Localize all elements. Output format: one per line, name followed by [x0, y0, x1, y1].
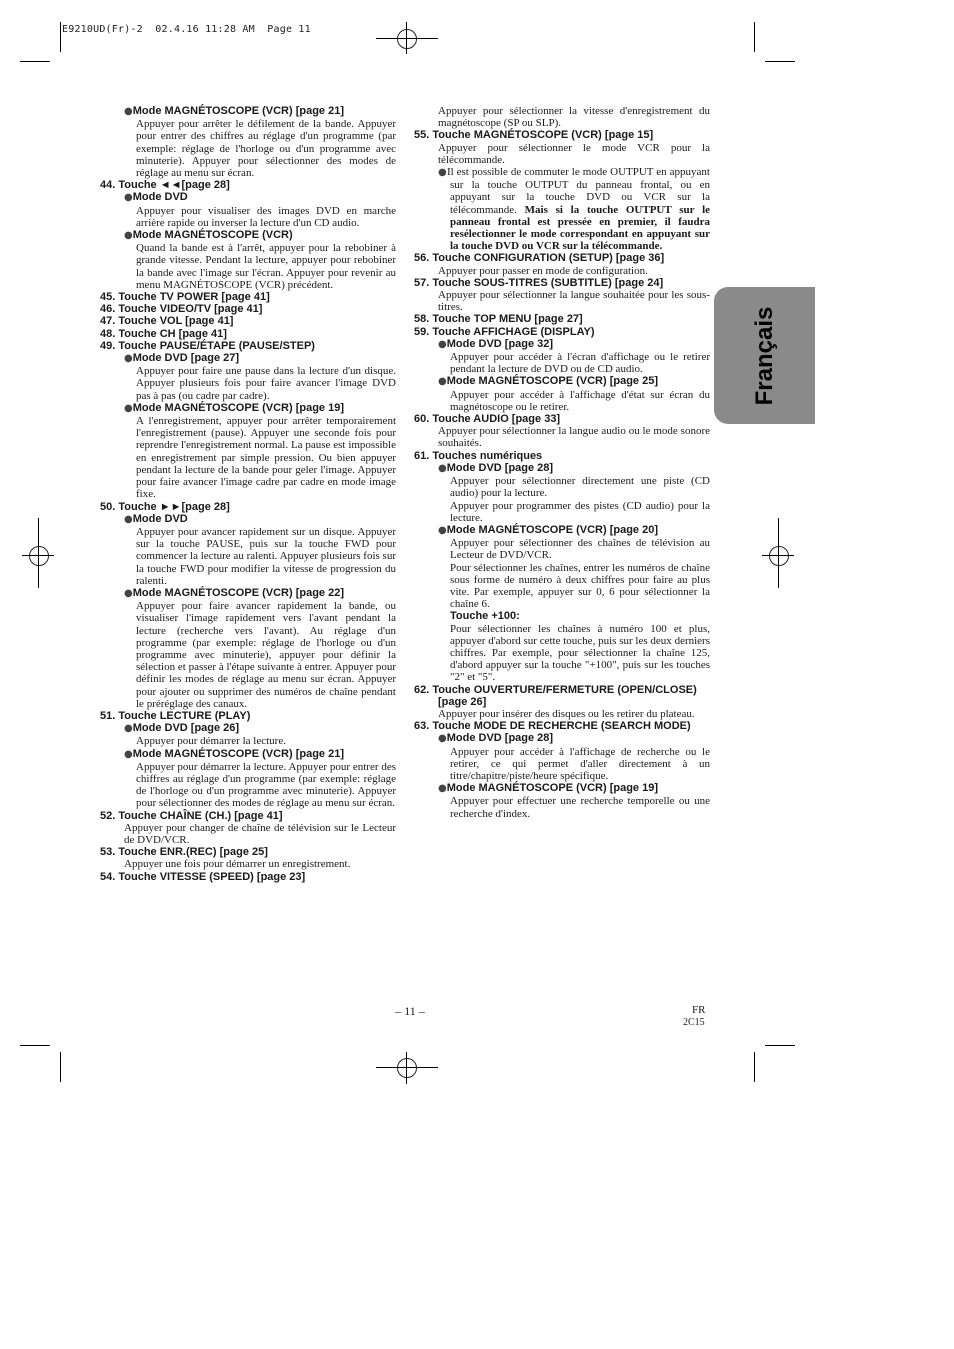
mode-description [100, 415, 396, 500]
mode-title: Mode MAGNÉTOSCOPE (VCR) [page 19] [446, 782, 658, 795]
bullet-icon: ● [124, 106, 133, 117]
mode-description [414, 351, 710, 375]
mode-heading [414, 375, 710, 388]
mode-description [100, 526, 396, 587]
bullet-icon: ● [124, 230, 133, 242]
item-title: Touche CONFIGURATION (SETUP) [page 36] [432, 252, 665, 265]
item-heading [100, 328, 396, 340]
item-heading [100, 846, 396, 858]
registration-circle-icon [29, 546, 49, 566]
description-text: Appuyer pour visualiser des images DVD en marche arrière rapide ou inverser la lecture d'un CD audio. [136, 204, 396, 229]
bullet-icon: ● [124, 723, 133, 735]
item-description [414, 105, 710, 129]
item-title: Touche VOL [page 41] [118, 315, 234, 328]
note-paragraph [414, 166, 710, 252]
description-text: Appuyer pour sélectionner la langue audio ou le mode sonore souhaités. [438, 425, 710, 450]
mode-heading [100, 229, 396, 242]
mode-description [414, 795, 710, 819]
item-description [100, 822, 396, 846]
mode-heading [414, 732, 710, 745]
description-text: Appuyer pour sélectionner le mode VCR pour la télécommande. [438, 141, 710, 166]
item-heading [414, 252, 710, 264]
item-title: Touche MODE DE RECHERCHE (SEARCH MODE) [432, 720, 691, 733]
description-text: Appuyer pour changer de chaîne de télévision sur le Lecteur de DVD/VCR. [124, 821, 396, 846]
mode-description [414, 623, 710, 684]
mode-title: Mode DVD [132, 512, 188, 525]
mode-title: Mode MAGNÉTOSCOPE (VCR) [page 22] [132, 586, 344, 599]
note-bold-text: Mais si la touche OUTPUT sur le panneau frontal est pressée en premier, il faudra resélectionner le mode correspondant en appuyant sur la touche DVD ou VCR sur la télécommande. [450, 203, 711, 253]
item-number: 56. [414, 252, 430, 265]
mode-description [100, 761, 396, 810]
description-text: Appuyer pour sélectionner directement une piste (CD audio) pour la lecture. [450, 475, 710, 500]
mode-heading [100, 513, 396, 526]
item-heading [100, 291, 396, 303]
mode-heading [100, 191, 396, 204]
item-title: Touche AUDIO [page 33] [432, 413, 561, 426]
mode-title: Mode DVD [page 32] [446, 337, 554, 350]
mode-title: Mode MAGNÉTOSCOPE (VCR) [132, 229, 293, 242]
crop-mark [765, 1045, 795, 1046]
crop-mark [754, 22, 755, 52]
item-number: 52. [100, 809, 116, 822]
item-heading [414, 720, 710, 732]
crop-mark [20, 61, 50, 62]
item-heading [414, 450, 710, 462]
item-title: Touche PAUSE/ÉTAPE (PAUSE/STEP) [118, 339, 315, 352]
mode-heading [100, 587, 396, 600]
bullet-icon: ● [124, 353, 133, 365]
item-title: Touche OUVERTURE/FERMETURE (OPEN/CLOSE) [page 26] [432, 683, 697, 708]
description-text: Appuyer pour démarrer la lecture. [136, 735, 286, 748]
description-text: Appuyer pour accéder à l'affichage d'état sur écran du magnétoscope ou le retirer. [450, 388, 710, 413]
description-text: Appuyer pour avancer rapidement sur un disque. Appuyer sur la touche PAUSE, puis sur la touche FWD pour commencer la lecture au ralenti. Appuyer plusieurs fois sur la touche FWD pour modifier la vitesse de progression du ralenti. [136, 525, 396, 587]
bullet-icon: ● [438, 462, 447, 474]
registration-circle-icon [769, 546, 789, 566]
item-description [414, 265, 710, 277]
description-text: Appuyer pour sélectionner la langue souhaitée pour les sous-titres. [438, 289, 710, 314]
left-column [100, 105, 396, 883]
item-heading [100, 501, 396, 513]
item-number: 53. [100, 846, 116, 859]
bullet-icon: ● [438, 338, 447, 350]
bullet-icon: ● [438, 376, 447, 388]
bullet-icon: ● [124, 402, 133, 414]
item-number: 45. [100, 291, 116, 304]
mode-title: Mode MAGNÉTOSCOPE (VCR) [page 25] [446, 375, 658, 388]
item-title: Touche ◄◄[page 28] [118, 179, 230, 192]
right-column [414, 105, 710, 820]
bullet-icon: ● [438, 167, 447, 179]
mode-title: Mode MAGNÉTOSCOPE (VCR) [page 19] [132, 401, 344, 414]
description-text: Appuyer pour insérer des disques ou les retirer du plateau. [438, 707, 695, 720]
mode-heading [100, 402, 396, 415]
mode-description [414, 475, 710, 499]
bullet-icon: ● [124, 748, 133, 760]
item-description [414, 425, 710, 449]
mode-description [100, 600, 396, 710]
description-text: Appuyer pour sélectionner la vitesse d'enregistrement du magnétoscope (SP ou SLP). [438, 105, 710, 130]
item-heading [414, 413, 710, 425]
item-heading [100, 315, 396, 327]
item-heading [100, 710, 396, 722]
item-number: 44. [100, 179, 116, 192]
crop-mark [60, 22, 61, 52]
description-text: Appuyer pour arrêter le défilement de la bande. Appuyer pour entrer des chiffres au réglage d'un programme (par exemple: réglage de l'horloge ou d'un programme avec minuterie). Appuyer pour sélectionner des modes de réglage au menu sur écran. [136, 118, 396, 180]
description-text: Quand la bande est à l'arrêt, appuyer pour la rebobiner à grande vitesse. Pendant la lecture, appuyer pour rebobiner la bande avec l'image sur l'écran. Appuyer pour revenir au menu MAGNÉTOSCOPE (VCR) précédent. [136, 242, 396, 291]
mode-description [414, 500, 710, 524]
item-title: Touche VIDEO/TV [page 41] [118, 303, 263, 316]
item-heading [414, 684, 710, 708]
mode-title: Mode DVD [page 28] [446, 732, 554, 745]
bullet-icon: ● [438, 733, 447, 745]
crop-mark [765, 61, 795, 62]
item-number: 54. [100, 870, 116, 883]
mode-title: Mode MAGNÉTOSCOPE (VCR) [page 21] [132, 105, 344, 117]
item-heading [100, 810, 396, 822]
mode-title: Mode MAGNÉTOSCOPE (VCR) [page 21] [132, 747, 344, 760]
item-heading [414, 313, 710, 325]
document-code: 2C15 [683, 1017, 705, 1028]
item-title: Touche LECTURE (PLAY) [118, 709, 251, 722]
item-description [414, 708, 710, 720]
item-number: 51. [100, 709, 116, 722]
item-description [414, 142, 710, 166]
crop-mark [60, 1052, 61, 1082]
mode-title: Mode DVD [page 27] [132, 352, 240, 365]
item-number: 57. [414, 276, 430, 289]
description-text: Appuyer pour effectuer une recherche temporelle ou une recherche d'index. [450, 795, 710, 820]
mode-heading [100, 352, 396, 365]
item-title: Touches numériques [432, 449, 543, 462]
mode-heading [414, 338, 710, 351]
crop-mark [20, 1045, 50, 1046]
item-number: 61. [414, 449, 430, 462]
mode-description [100, 365, 396, 402]
mode-title: Mode DVD [page 28] [446, 461, 554, 474]
mode-description [100, 205, 396, 229]
item-number: 47. [100, 315, 116, 328]
item-number: 59. [414, 325, 430, 338]
item-title: Touche MAGNÉTOSCOPE (VCR) [page 15] [432, 129, 654, 142]
bullet-icon: ● [438, 524, 447, 536]
item-number: 60. [414, 413, 430, 426]
mode-description [414, 562, 710, 611]
mode-description [100, 118, 396, 179]
bullet-icon: ● [124, 587, 133, 599]
item-number: 63. [414, 720, 430, 733]
item-heading [414, 326, 710, 338]
bullet-icon: ● [124, 192, 133, 204]
mode-title: Mode MAGNÉTOSCOPE (VCR) [page 20] [446, 523, 658, 536]
item-description [414, 289, 710, 313]
item-number: 62. [414, 683, 430, 696]
mode-heading [414, 782, 710, 795]
description-text: Appuyer pour faire avancer rapidement la bande, ou visualiser l'image rapidement vers l'avant pendant la lecture (recherche vers l'avant). Au réglage d'un programme (par exemple: réglage de l'horloge ou d'un programme avec minuterie), appuyer pour définir la sélection et passer à l'étape suivante à entrer. Appuyer pour définir les modes de réglage au menu sur écran. Appuyer pour ajouter ou supprimer des numéros de chaîne pendant le préréglage des canaux. [136, 600, 396, 710]
mode-description [414, 537, 710, 561]
item-title: Touche SOUS-TITRES (SUBTITLE) [page 24] [432, 276, 664, 289]
item-title: Touche VITESSE (SPEED) [page 23] [118, 870, 306, 883]
mode-title: Mode DVD [page 26] [132, 722, 240, 735]
item-number: 50. [100, 500, 116, 513]
description-text: Appuyer pour faire une pause dans la lecture d'un disque. Appuyer plusieurs fois pour faire avancer l'image DVD pas à pas (ou cadre par cadre). [136, 365, 396, 402]
item-heading [414, 277, 710, 289]
sub-title: Touche +100: [450, 610, 520, 623]
item-title: Touche TV POWER [page 41] [118, 291, 270, 304]
language-code: FR [692, 1004, 706, 1016]
description-text: Pour sélectionner les chaînes à numéro 100 et plus, appuyer d'abord sur cette touche, puis sur les deux derniers chiffres. Par exemple, pour sélectionner la chaîne 125, d'abord appuyer sur la touche "+100", puis sur les touches "2" et "5". [450, 622, 710, 684]
description-text: A l'enregistrement, appuyer pour arrêter temporairement l'enregistrement (pause). Appuyer une seconde fois pour reprendre l'enregistrement normal. La pause est impossible en enregistrement par simple pression. Ou bien appuyer pendant la lecture de la bande pour geler l'image. Appuyer pour faire avancer l'image cadre par cadre en mode image fixe. [136, 415, 396, 501]
description-text: Appuyer pour démarrer la lecture. Appuyer pour entrer des chiffres au réglage d'un programme (par exemple: réglage de l'horloge ou d'un programme avec minuterie). Appuyer pour sélectionner des modes de réglage au menu sur écran. [136, 760, 396, 810]
language-tab-label: Français [750, 306, 778, 405]
sub-heading [414, 610, 710, 622]
mode-description [414, 746, 710, 783]
item-title: Touche TOP MENU [page 27] [432, 313, 583, 326]
language-tab [714, 287, 815, 424]
item-title: Touche CHAÎNE (CH.) [page 41] [118, 809, 283, 822]
crop-mark [754, 1052, 755, 1082]
mode-heading [100, 105, 396, 118]
mode-heading [414, 462, 710, 475]
description-text: Pour sélectionner les chaînes, entrer les numéros de chaîne sous forme de numéro à deux chiffres pour faire au plus vite. Par exemple, appuyer sur 0, 6 pour sélectionner la chaîne 6. [450, 561, 710, 611]
note-text: Il est possible de commuter le mode OUTPUT en appuyant sur la touche OUTPUT du panneau frontal, ou en appuyant sur la touche DVD ou VCR sur la télécommande. [446, 166, 710, 216]
page-number: – 11 – [395, 1004, 425, 1018]
mode-heading [100, 722, 396, 735]
bullet-icon: ● [124, 513, 133, 525]
item-number: 49. [100, 339, 116, 352]
mode-heading [100, 748, 396, 761]
item-number: 58. [414, 313, 430, 326]
item-number: 55. [414, 129, 430, 142]
item-title: Touche ►►[page 28] [118, 500, 230, 513]
item-heading [100, 303, 396, 315]
mode-heading [414, 524, 710, 537]
mode-description [100, 242, 396, 291]
item-heading [100, 871, 396, 883]
item-heading [100, 179, 396, 191]
item-title: Touche AFFICHAGE (DISPLAY) [432, 325, 595, 338]
description-text: Appuyer pour sélectionner des chaînes de télévision au Lecteur de DVD/VCR. [450, 537, 710, 562]
item-number: 48. [100, 327, 116, 340]
registration-circle-icon [397, 1058, 417, 1078]
registration-circle-icon [397, 29, 417, 49]
item-number: 46. [100, 303, 116, 316]
description-text: Appuyer pour passer en mode de configuration. [438, 264, 648, 277]
bullet-icon: ● [438, 783, 447, 795]
mode-title: Mode DVD [132, 191, 188, 204]
description-text: Appuyer pour programmer des pistes (CD audio) pour la lecture. [450, 499, 710, 524]
item-title: Touche CH [page 41] [118, 327, 227, 340]
mode-description [100, 735, 396, 747]
description-text: Appuyer pour accéder à l'affichage de recherche ou le retirer, ce qui permet d'aller directement à un titre/chapitre/piste/heure spécifique. [450, 745, 710, 782]
description-text: Appuyer une fois pour démarrer un enregistrement. [124, 858, 351, 871]
mode-description [414, 389, 710, 413]
print-header: E9210UD(Fr)-2 02.4.16 11:28 AM Page 11 [62, 24, 311, 35]
description-text: Appuyer pour accéder à l'écran d'affichage ou le retirer pendant la lecture de DVD ou de CD audio. [450, 351, 710, 376]
item-heading [414, 129, 710, 141]
item-title: Touche ENR.(REC) [page 25] [118, 846, 268, 859]
item-description [100, 858, 396, 870]
item-heading [100, 340, 396, 352]
